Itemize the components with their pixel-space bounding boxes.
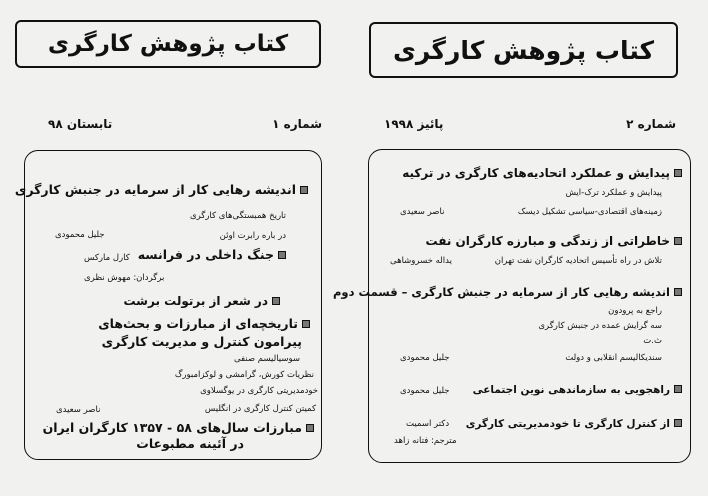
square-bullet-icon	[674, 419, 682, 427]
square-bullet-icon	[278, 251, 286, 259]
toc-translator: مترجم: فتانه زاهد	[394, 436, 457, 446]
toc-item: جنگ داخلی در فرانسه	[138, 247, 286, 262]
square-bullet-icon	[674, 169, 682, 177]
square-bullet-icon	[674, 288, 682, 296]
toc-item: مبارزات سال‌های ۵۸ - ۱۳۵۷ کارگران ایران	[43, 420, 314, 435]
issue-2-page	[333, 0, 708, 496]
toc-author: یداله خسروشاهی	[390, 256, 452, 266]
issue-2-title: کتاب پژوهش کارگری	[392, 35, 655, 65]
toc-item: از کنترل کارگری تا خودمدیریتی کارگری	[466, 418, 682, 430]
toc-item: اندیشه رهایی کار از سرمایه در جنبش کارگری	[15, 182, 308, 197]
toc-subitem: سوسیالیسم صنفی	[233, 354, 300, 364]
issue-1-number: شماره ۱	[272, 117, 322, 131]
toc-subitem: زمینه‌های اقتصادی-سیاسی تشکیل دیسک	[517, 207, 662, 217]
toc-author: کارل مارکس	[84, 253, 130, 263]
issue-2-title-box	[369, 22, 678, 78]
issue-1-season: تابستان ۹۸	[48, 117, 113, 131]
toc-author: جلیل محمودی	[400, 386, 450, 396]
issue-1-title-box	[15, 20, 321, 68]
square-bullet-icon	[302, 320, 310, 328]
issue-1-title: کتاب پژوهش کارگری	[47, 31, 289, 57]
toc-author: دکتر اسمیت	[406, 419, 450, 429]
toc-subitem: خودمدیریتی کارگری در یوگسلاوی	[200, 386, 318, 396]
toc-subitem: در باره رابرت اوئن	[219, 231, 286, 241]
toc-translator: برگردان: مهوش نظری	[84, 273, 165, 283]
square-bullet-icon	[674, 237, 682, 245]
toc-subitem: راجع به پرودون	[608, 306, 662, 316]
toc-item: اندیشه رهایی کار از سرمایه در جنبش کارگری – قسمت دوم	[333, 285, 682, 299]
toc-item: تاریخچه‌ای از مبارزات و بحث‌های	[98, 316, 310, 331]
toc-item: پیدایش و عملکرد اتحادیه‌های کارگری در ترکیه	[402, 166, 682, 180]
toc-subitem: ث.ت	[643, 336, 662, 346]
toc-subitem: پیدایش و عملکرد ترک-ایش	[565, 188, 662, 198]
toc-item: در شعر از برتولت برشت	[123, 294, 280, 308]
square-bullet-icon	[306, 424, 314, 432]
toc-subitem: تلاش در راه تأسیس اتحادیه کارگران نفت تهران	[494, 256, 662, 266]
toc-item: خاطراتی از زندگی و مبارزه کارگران نفت	[426, 234, 682, 248]
toc-subitem: کمیتن کنترل کارگری در انگلیس	[204, 404, 316, 414]
toc-subitem: تاریخ همبستگی‌های کارگری	[189, 211, 286, 221]
square-bullet-icon	[674, 385, 682, 393]
toc-subitem: سه گرایش عمده در جنبش کارگری	[538, 321, 662, 331]
square-bullet-icon	[272, 297, 280, 305]
toc-author: جلیل محمودی	[55, 230, 105, 240]
toc-subitem: نظریات کورش، گرامشی و لوکزامبورگ	[174, 370, 314, 380]
toc-author: ناصر سعیدی	[56, 405, 101, 415]
issue-2-season: پائیز ۱۹۹۸	[384, 117, 444, 131]
issue-2-number: شماره ۲	[626, 117, 676, 131]
toc-item: راهجویی به سازماندهی نوین اجتماعی	[473, 384, 682, 396]
toc-item-continued: پیرامون کنترل و مدیریت کارگری	[101, 334, 302, 349]
toc-subitem: سندیکالیسم انقلابی و دولت	[565, 353, 662, 363]
toc-author: جلیل محمودی	[400, 353, 450, 363]
toc-item-continued: در آئینه مطبوعات	[136, 436, 244, 451]
square-bullet-icon	[300, 186, 308, 194]
toc-author: ناصر سعیدی	[400, 207, 445, 217]
